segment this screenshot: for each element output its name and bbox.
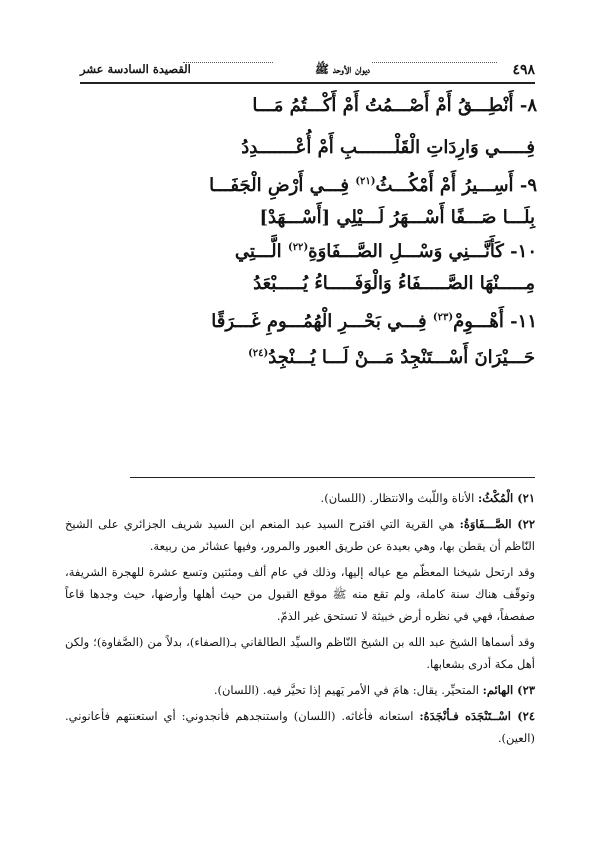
header-leader-dots (372, 62, 497, 63)
verse-line: ١٠- كَأَنَّـــنِي وَسْـــلِ الصَّـــفَاوَةِ$^{(٢٢)}$ الَّـــتِي (234, 241, 537, 262)
footnote-rule (130, 477, 535, 478)
footnote-continuation: وقد ارتحل شيخنا المعظّم مع عياله إليها، وذلك في عام ألف ومئتين وتسع عشرة للهجرة الشريفة، وتوقّف هناك سنة كاملة، ولم تقع منه ﷺ موقع القبول من حيث أهلها وأرضها، حيث وجدها قاعاً صفصفاً، فهي في نظره أرض خبيثة لا تستحق غير الذمّ. (65, 565, 535, 623)
verse-line: حَـــيْرَانَ أَسْـــتَنْجِدُ مَـــنْ لَـــا يُـــنْجِدُ$^{(٢٤)}$ (248, 347, 535, 368)
footnote: ٢٢) الصَّـــفَاوَةُ: هي القرية التي اقترح السيد عبد المنعم ابن السيد شريف الجزائري على الشيخ النّاظم أن يقطن بها، وهي بعيدة عن طريق العبور والمرور، وفيها عشائر من ربيعة. (65, 517, 536, 553)
page-number: ٤٩٨ (512, 62, 535, 78)
footnote-continuation: وقد أسماها الشيخ عبد الله بن الشيخ النّاظم والسيِّد الطالقاني بـ(الصفاء)، بدلاً من (الصَّفاوة)؛ ولكن أهل مكة أدرى بشعابها. (65, 635, 535, 671)
running-header (80, 62, 535, 78)
header-leader-dots (183, 62, 273, 63)
verse-line: ١١- أَهْـــوِمْ$^{(٢٣)}$ فِـــي بَحْـــرِ الْهُمُـــومِ غَـــرَقًا (211, 311, 537, 332)
footnote: ٢٤) اسْــتَنْجَدَه فـأنْجَدَهُ: استعانه فأغاثه. (اللسان) واستنجدهم فأنجدوني: أي استعنتهم فأعانوني. (العين). (65, 709, 535, 745)
footnote: ٢١) الْمُكْثُ: الأناة واللّبث والانتظار. (اللسان). (320, 491, 535, 505)
footnote: ٢٣) الهائم: المتحيِّر. يقال: هامَ في الأمر يَهيم إذا تحيَّر فيه. (اللسان). (213, 683, 535, 697)
verse-line: ٩- أَسِـــيرُ أَمْ أَمْكُـــثُ$^{(٢١)}$ فِـــي أَرْضِ الْجَفَـــا (209, 175, 537, 196)
verse-line: بِلَـــا صَـــفًا أَسْـــهَرُ لَـــيْلِي [أَسْـــهَدْ] (259, 207, 535, 228)
footnotes (65, 487, 535, 753)
footnote-ref: (٢٢) (287, 242, 309, 253)
verse-line: ٨- أَنْطِـــقُ أَمْ أَصْـــمُتُ أَمْ أَكْـــتُمُ مَـــا (252, 95, 537, 116)
book-title: ديوان الأوحد ﷺ (314, 62, 370, 76)
verse-line: مِـــــنْهَا الصَّـــــفَاءُ وَالْوَفَـــــاءُ يُـــــبْعَدُ (253, 273, 535, 294)
footnote-ref: (٢٤) (248, 348, 269, 359)
footnote-ref: (٢١) (355, 176, 376, 187)
verse-line: فِـــــي وَارِدَاتِ الْقَلْـــــــبِ أَمْ أُعْـــــــدِدُ (241, 137, 535, 158)
poem-title: القصيدة السادسة عشر (80, 62, 191, 76)
footnote-ref: (٢٣) (432, 312, 454, 323)
header-rule (80, 82, 535, 84)
